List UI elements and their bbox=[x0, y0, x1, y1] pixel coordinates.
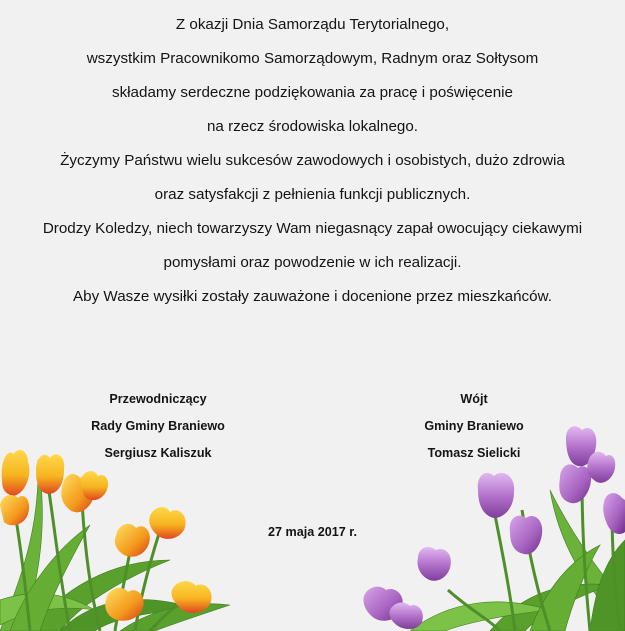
message-line: składamy serdeczne podziękowania za pracę i poświęcenie bbox=[111, 84, 513, 101]
signature-name: Sergiusz Kaliszuk bbox=[104, 446, 212, 460]
greeting-message bbox=[0, 8, 625, 314]
message-line: wszystkim Pracownikomo Samorządowym, Radnym oraz Sołtysom bbox=[86, 50, 539, 67]
message-line: oraz satysfakcji z pełnienia funkcji publicznych. bbox=[154, 186, 471, 203]
document-date: 27 maja 2017 r. bbox=[268, 525, 357, 539]
signature-council-chairman bbox=[58, 386, 258, 467]
signature-title: Przewodniczący bbox=[109, 392, 207, 406]
signature-mayor bbox=[374, 386, 574, 467]
message-line: Drodzy Koledzy, niech towarzyszy Wam niegasnący zapał owocujący ciekawymi bbox=[42, 220, 583, 237]
signature-institution: Rady Gminy Braniewo bbox=[91, 419, 225, 433]
message-line: Życzymy Państwu wielu sukcesów zawodowych i osobistych, dużo zdrowia bbox=[60, 152, 565, 169]
message-line: Z okazji Dnia Samorządu Terytorialnego, bbox=[175, 16, 450, 33]
signature-name: Tomasz Sielicki bbox=[427, 446, 521, 460]
signature-title: Wójt bbox=[460, 392, 488, 406]
leaf-group bbox=[0, 460, 230, 631]
leaf-group bbox=[410, 490, 625, 631]
message-line: na rzecz środowiska lokalnego. bbox=[206, 118, 419, 135]
signature-institution: Gminy Braniewo bbox=[424, 419, 524, 433]
message-line: pomysłami oraz powodzenie w ich realizacji. bbox=[163, 254, 462, 271]
message-line: Aby Wasze wysiłki zostały zauważone i docenione przez mieszkańców. bbox=[73, 288, 552, 305]
